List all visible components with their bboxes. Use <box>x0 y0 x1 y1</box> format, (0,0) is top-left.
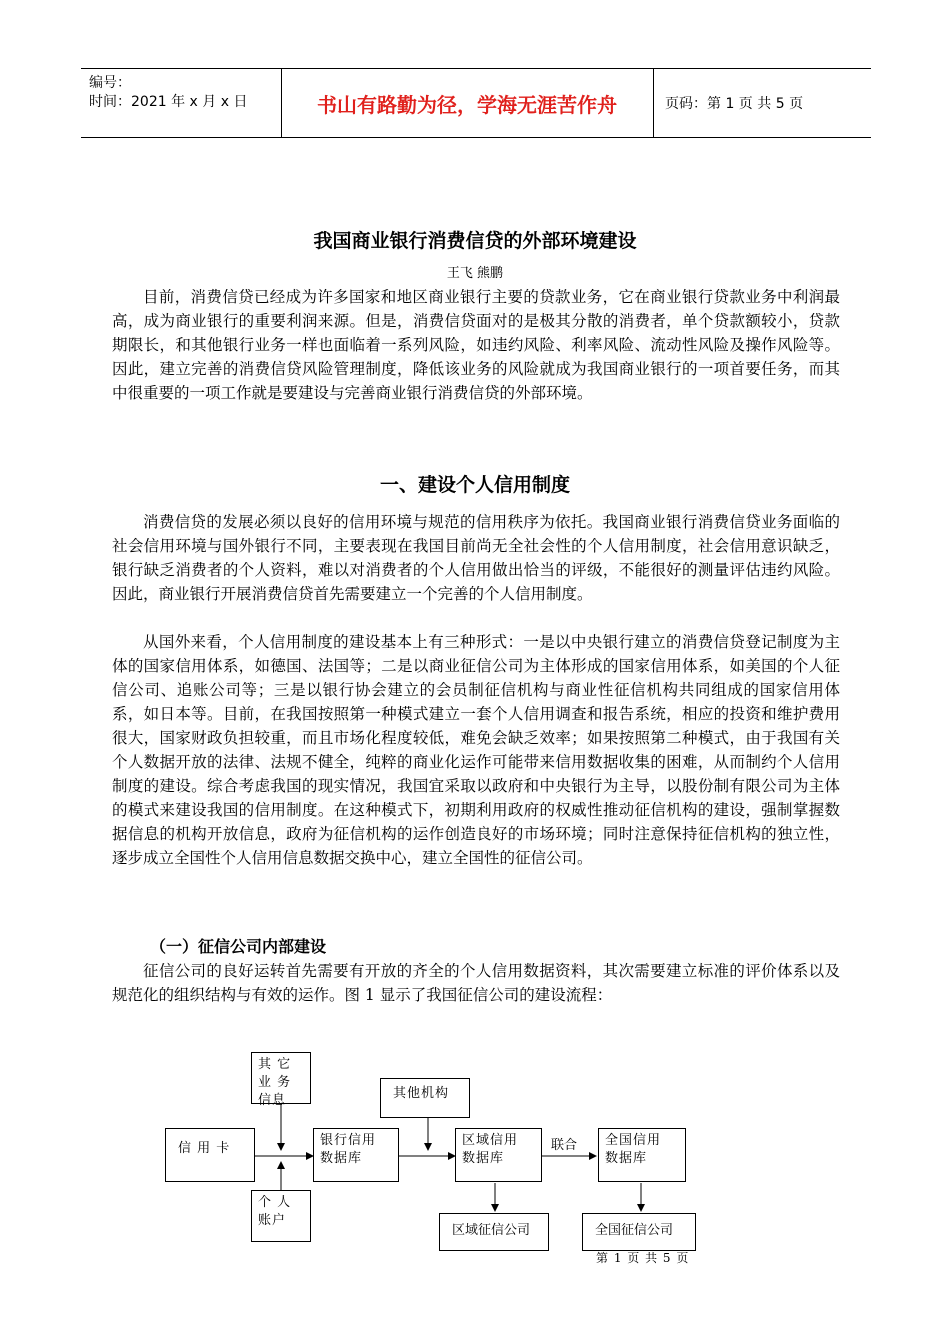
section1-paragraph-1: 消费信贷的发展必须以良好的信用环境与规范的信用秩序为依托。我国商业银行消费信贷业务面临的社会信用环境与国外银行不同，主要表现在我国目前尚无全社会性的个人信用制度，社会信用意识缺乏，银行缺乏消费者的个人资料，难以对消费者的个人信用做出恰当的评级，不能很好的测量评估违约风险。因此，商业银行开展消费信贷首先需要建立一个完善的个人信用制度。 <box>112 513 840 603</box>
document-authors: 王飞 熊鹏 <box>446 266 504 281</box>
header-page-number: 页码：第 1 页 共 5 页 <box>665 96 804 112</box>
subsection-paragraph: 征信公司的良好运转首先需要有开放的齐全的个人信用数据资料，其次需要建立标准的评价体系以及规范化的组织结构与有效的运作。图 1 显示了我国征信公司的建设流程： <box>112 962 840 1004</box>
bank-credit-database-box: 银行信用 数据库 <box>313 1128 399 1182</box>
regional-credit-company-box: 区域征信公司 <box>439 1213 549 1251</box>
section1-paragraph-2: 从国外来看，个人信用制度的建设基本上有三种形式：一是以中央银行建立的消费信贷登记制度为主体的国家信用体系，如德国、法国等；二是以商业征信公司为主体形成的国家信用体系，如美国的个人征信公司、追账公司等；三是以银行协会建立的会员制征信机构与商业性征信机构共同组成的国家信用体系，如日本等。目前，在我国按照第一种模式建立一套个人信用调查和报告系统，相应的投资和维护费用很大，国家财政负担较重，而且市场化程度较低，难免会缺乏效率；如果按照第二种模式，由于我国有关个人数据开放的法律、法规不健全，纯粹的商业化运作可能带来信用数据收集的困难，从而制约个人信用制度的建设。综合考虑我国的现实情况，我国宜采取以政府和中央银行为主导，以股份制有限公司为主体的模式来建设我国的信用制度。在这种模式下，初期利用政府的权威性推动征信机构的建设，强制掌握数据信息的机构开放信息，政府为征信机构的运作创造良好的市场环境；同时注意保持征信机构的独立性，逐步成立全国性个人信用信息数据交换中心，建立全国性的征信公司。 <box>112 633 840 867</box>
doc-number: 编号： <box>89 75 131 91</box>
intro-paragraph: 目前，消费信贷已经成为许多国家和地区商业银行主要的贷款业务，它在商业银行贷款业务中利润最高，成为商业银行的重要利润来源。但是，消费信贷面对的是极其分散的消费者，单个贷款额较小，贷款期限长，和其他银行业务一样也面临着一系列风险，如违约风险、利率风险、流动性风险及操作风险等。因此，建立完善的消费信贷风险管理制度，降低该业务的风险就成为我国商业银行的一项首要任务，而其中很重要的一项工作就是要建设与完善商业银行消费信贷的外部环境。 <box>112 288 840 402</box>
doc-date: 时间：2021 年 x 月 x 日 <box>89 94 248 110</box>
other-institutions-box: 其他机构 <box>380 1078 470 1118</box>
other-business-info-box: 其 它 业 务信息 <box>251 1052 311 1104</box>
national-credit-company-box: 全国征信公司 <box>582 1213 696 1251</box>
page-footer: 第 1 页 共 5 页 <box>596 1251 690 1265</box>
merge-label: 联合 <box>551 1138 578 1153</box>
subsection-heading: （一）征信公司内部建设 <box>150 937 327 956</box>
credit-card-box: 信 用 卡 <box>165 1128 255 1182</box>
personal-account-box: 个 人 账户 <box>251 1190 311 1242</box>
national-credit-database-box: 全国信用 数据库 <box>598 1128 686 1182</box>
document-title: 我国商业银行消费信贷的外部环境建设 <box>313 230 637 252</box>
regional-credit-database-box: 区域信用 数据库 <box>455 1128 542 1182</box>
header-motto: 书山有路勤为径，学海无涯苦作舟 <box>281 69 654 137</box>
section-heading: 一、建设个人信用制度 <box>379 474 570 496</box>
